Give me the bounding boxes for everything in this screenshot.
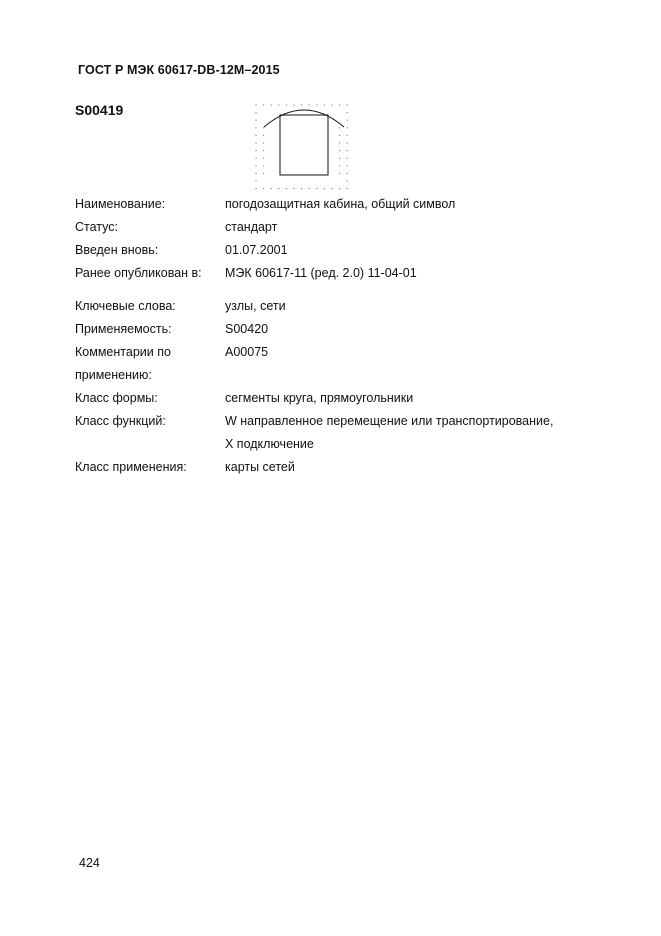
grid-dot [278, 188, 279, 189]
grid-dot [347, 188, 348, 189]
field-value: погодозащитная кабина, общий символ [225, 197, 456, 211]
field-value: МЭК 60617-11 (ред. 2.0) 11-04-01 [225, 266, 417, 280]
grid-dot [263, 165, 264, 166]
grid-dot [255, 112, 256, 113]
grid-dot [347, 165, 348, 166]
field-label: Класс формы: [75, 391, 158, 405]
grid-dot [271, 104, 272, 105]
field-value: сегменты круга, прямоугольники [225, 391, 414, 405]
grid-dot [347, 120, 348, 121]
grid-dot [255, 120, 256, 121]
grid-dot [255, 150, 256, 151]
grid-dot [331, 104, 332, 105]
field-value: стандарт [225, 220, 278, 234]
field-label: Наименование: [75, 197, 166, 211]
field-value: узлы, сети [225, 299, 286, 313]
symbol-code: S00419 [75, 102, 124, 118]
grid-dot [255, 165, 256, 166]
grid-dot [316, 188, 317, 189]
field-value: A00075 [225, 345, 269, 359]
grid-dot [301, 104, 302, 105]
field-value: X подключение [225, 437, 314, 451]
grid-dot [263, 104, 264, 105]
field-label: Статус: [75, 220, 118, 234]
grid-dot [339, 165, 340, 166]
grid-dot [339, 127, 340, 128]
grid-dot [339, 142, 340, 143]
grid-dot [339, 158, 340, 159]
document-header: ГОСТ Р МЭК 60617-DB-12M–2015 [78, 63, 280, 77]
grid-dot [286, 104, 287, 105]
grid-dot [293, 104, 294, 105]
grid-dot [309, 188, 310, 189]
grid-dot [347, 150, 348, 151]
grid-dot [324, 188, 325, 189]
grid-dot [263, 188, 264, 189]
grid-dot [255, 104, 256, 105]
field-label: применению: [75, 368, 152, 382]
grid-dot [347, 173, 348, 174]
field-value: W направленное перемещение или транспортирование, [225, 414, 554, 428]
grid-dot [339, 173, 340, 174]
field-label: Ключевые слова: [75, 299, 176, 313]
grid-dot [347, 180, 348, 181]
grid-dot [301, 188, 302, 189]
grid-dot [255, 180, 256, 181]
grid-dot [309, 104, 310, 105]
weatherproof-cabin-symbol-icon [252, 101, 356, 193]
grid-dot [293, 188, 294, 189]
grid-dot [347, 127, 348, 128]
grid-dot [263, 142, 264, 143]
field-label: Комментарии по [75, 345, 171, 359]
page-number: 424 [79, 856, 100, 870]
grid-dot [347, 104, 348, 105]
grid-dot [263, 150, 264, 151]
field-label: Применяемость: [75, 322, 172, 336]
grid-dot [263, 158, 264, 159]
grid-dot [255, 188, 256, 189]
grid-dot [347, 142, 348, 143]
grid-dot [263, 127, 264, 128]
grid-dot [347, 112, 348, 113]
grid-dot [255, 173, 256, 174]
grid-dot [255, 127, 256, 128]
field-label: Класс функций: [75, 414, 166, 428]
grid-dot [255, 158, 256, 159]
grid-dot [316, 104, 317, 105]
grid-dot [339, 104, 340, 105]
field-value: S00420 [225, 322, 269, 336]
grid-dot [271, 188, 272, 189]
grid-dot [331, 188, 332, 189]
field-label: Класс применения: [75, 460, 187, 474]
grid-dot [255, 142, 256, 143]
field-label: Ранее опубликован в: [75, 266, 202, 280]
grid-dot [255, 135, 256, 136]
grid-dot [278, 104, 279, 105]
field-value: 01.07.2001 [225, 243, 288, 257]
field-value: карты сетей [225, 460, 295, 474]
grid-dot [263, 135, 264, 136]
grid-dot [347, 135, 348, 136]
grid-dot [339, 135, 340, 136]
field-label: Введен вновь: [75, 243, 159, 257]
grid-dot [324, 104, 325, 105]
grid-dot [263, 173, 264, 174]
grid-dot [339, 150, 340, 151]
grid-dot [339, 188, 340, 189]
grid-dot [286, 188, 287, 189]
grid-dot [347, 158, 348, 159]
